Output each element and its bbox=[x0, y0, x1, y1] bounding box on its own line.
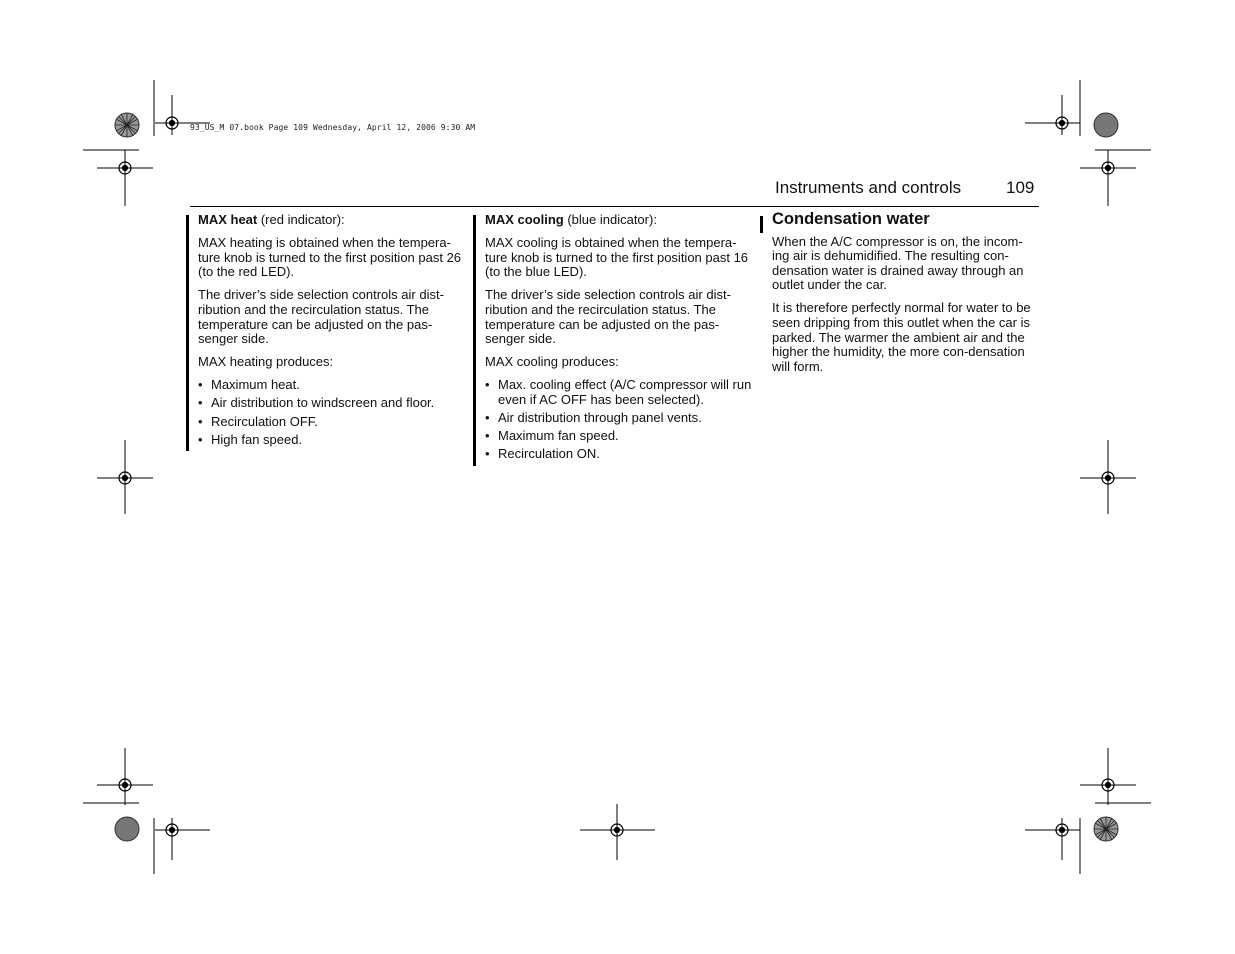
section-title: Instruments and controls bbox=[775, 178, 962, 197]
paragraph: The driver’s side selection controls air dist-ribution and the recirculation status. The temperature can be adjusted on the pas-senger side. bbox=[485, 287, 731, 347]
column-max-cooling bbox=[485, 213, 753, 465]
list-item: • Air distribution through panel vents. bbox=[485, 411, 753, 426]
paragraph: MAX heating produces: bbox=[198, 354, 334, 370]
column-condensation bbox=[772, 212, 1040, 383]
section-heading: Condensation water bbox=[772, 210, 930, 228]
change-bar bbox=[186, 215, 189, 451]
bullet-list bbox=[198, 378, 466, 447]
paragraph: MAX cooling produces: bbox=[485, 354, 619, 370]
paragraph: When the A/C compressor is on, the incom-ing air is dehumidified. The resulting con-densation water is drained away through an outlet under the car. bbox=[772, 233, 1024, 293]
paragraph: MAX heating is obtained when the tempera-ture knob is turned to the first position past 26 (to the red LED). bbox=[198, 235, 462, 280]
print-slug: 93_US_M 07.book Page 109 Wednesday, April 12, 2006 9:30 AM bbox=[190, 123, 476, 132]
list-item: • Air distribution to windscreen and floor. bbox=[198, 396, 466, 411]
subheading-rest: (blue indicator): bbox=[563, 212, 657, 227]
list-item: • High fan speed. bbox=[198, 433, 466, 448]
page-number: 109 bbox=[1006, 178, 1035, 197]
list-item: • Max. cooling effect (A/C compressor will run even if AC OFF has been selected). bbox=[485, 378, 753, 407]
paragraph: The driver’s side selection controls air dist-ribution and the recirculation status. The temperature can be adjusted on the pas-senger side. bbox=[198, 287, 444, 347]
list-item: • Maximum heat. bbox=[198, 378, 466, 393]
change-bar bbox=[473, 215, 476, 466]
column-max-heat bbox=[198, 213, 466, 451]
paragraph: MAX cooling is obtained when the tempera-ture knob is turned to the first position past 16 (to the blue LED). bbox=[485, 235, 749, 280]
subheading-bold: MAX heat bbox=[198, 212, 258, 227]
subheading-rest: (red indicator): bbox=[257, 212, 345, 227]
subheading bbox=[485, 213, 753, 228]
list-item: • Recirculation OFF. bbox=[198, 415, 466, 430]
paragraph: It is therefore perfectly normal for water to be seen dripping from this outlet when the car is parked. The warmer the ambient air and the higher the humidity, the more con-densation will form. bbox=[772, 300, 1031, 374]
subheading bbox=[198, 213, 466, 228]
list-item: • Recirculation ON. bbox=[485, 447, 753, 462]
subheading-bold: MAX cooling bbox=[485, 212, 564, 227]
list-item: • Maximum fan speed. bbox=[485, 429, 753, 444]
bullet-list bbox=[485, 378, 753, 461]
header-rule bbox=[190, 206, 1039, 207]
change-bar bbox=[760, 216, 763, 233]
